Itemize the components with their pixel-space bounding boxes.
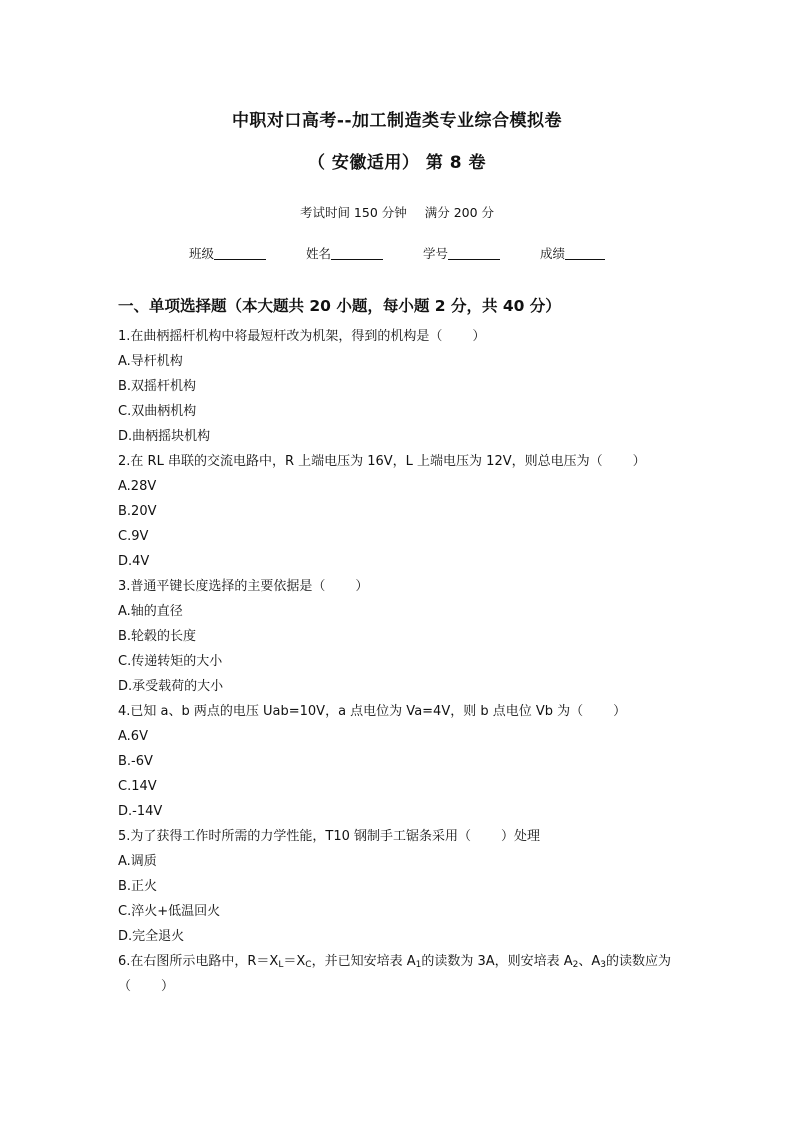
- option: C.14V: [118, 779, 157, 794]
- field-name: [306, 244, 383, 262]
- exam-meta: [0, 203, 794, 221]
- question-stem: 3.普通平键长度选择的主要依据是（ ）: [118, 579, 369, 594]
- option: D.-14V: [118, 804, 163, 819]
- question-stem: 5.为了获得工作时所需的力学性能，T10 钢制手工锯条采用（ ）处理: [118, 829, 541, 844]
- option: B.双摇杆机构: [118, 379, 197, 394]
- exam-time: 考试时间 150 分钟: [299, 205, 407, 220]
- exam-subtitle: （ 安徽适用） 第 8 卷: [307, 153, 486, 173]
- field-label: 学号: [423, 246, 449, 261]
- option: D.曲柄摇块机构: [118, 429, 211, 444]
- score-blank[interactable]: [565, 246, 605, 260]
- option: D.完全退火: [118, 929, 185, 944]
- option: A.导杆机构: [118, 354, 183, 369]
- field-label: 班级: [188, 246, 214, 261]
- student-info-fields: [0, 244, 794, 262]
- option: C.9V: [118, 529, 149, 544]
- option: A.6V: [118, 729, 148, 744]
- option: D.4V: [118, 554, 150, 569]
- option: C.淬火+低温回火: [118, 904, 221, 919]
- section-heading: 一、单项选择题（本大题共 20 小题，每小题 2 分，共 40 分）: [118, 297, 561, 315]
- field-label: 成绩: [540, 246, 566, 261]
- name-blank[interactable]: [331, 246, 383, 260]
- field-label: 姓名: [305, 246, 331, 261]
- option: B.20V: [118, 504, 157, 519]
- class-blank[interactable]: [214, 246, 266, 260]
- field-class: [189, 244, 266, 262]
- question-stem: 1.在曲柄摇杆机构中将最短杆改为机架，得到的机构是（ ）: [118, 329, 486, 344]
- option: C.传递转矩的大小: [118, 654, 223, 669]
- option: B.-6V: [118, 754, 153, 769]
- field-student-id: [423, 244, 500, 262]
- full-score: 满分 200 分: [424, 205, 495, 220]
- question-stem: 2.在 RL 串联的交流电路中，R 上端电压为 16V，L 上端电压为 12V，则总电压为（ ）: [118, 454, 646, 469]
- option: A.调质: [118, 854, 157, 869]
- option: A.28V: [118, 479, 157, 494]
- option: A.轴的直径: [118, 604, 183, 619]
- option: C.双曲柄机构: [118, 404, 197, 419]
- student-id-blank[interactable]: [448, 246, 500, 260]
- question-stem: 6.在右图所示电路中，$R=X_L=X_C$，并已知安培表 $A_1$的读数为 3A，则安培表 $A_2$、$A_3$的读数应为（ ）: [118, 954, 672, 994]
- option: D.承受载荷的大小: [118, 679, 224, 694]
- exam-title: 中职对口高考--加工制造类专业综合模拟卷: [231, 111, 563, 131]
- question-list: [118, 324, 684, 999]
- field-score: [540, 244, 605, 262]
- option: B.正火: [118, 879, 158, 894]
- question-stem: 4.已知 a、b 两点的电压 Uab=10V，a 点电位为 Va=4V，则 b 点电位 Vb 为（ ）: [118, 704, 627, 719]
- option: B.轮毂的长度: [118, 629, 197, 644]
